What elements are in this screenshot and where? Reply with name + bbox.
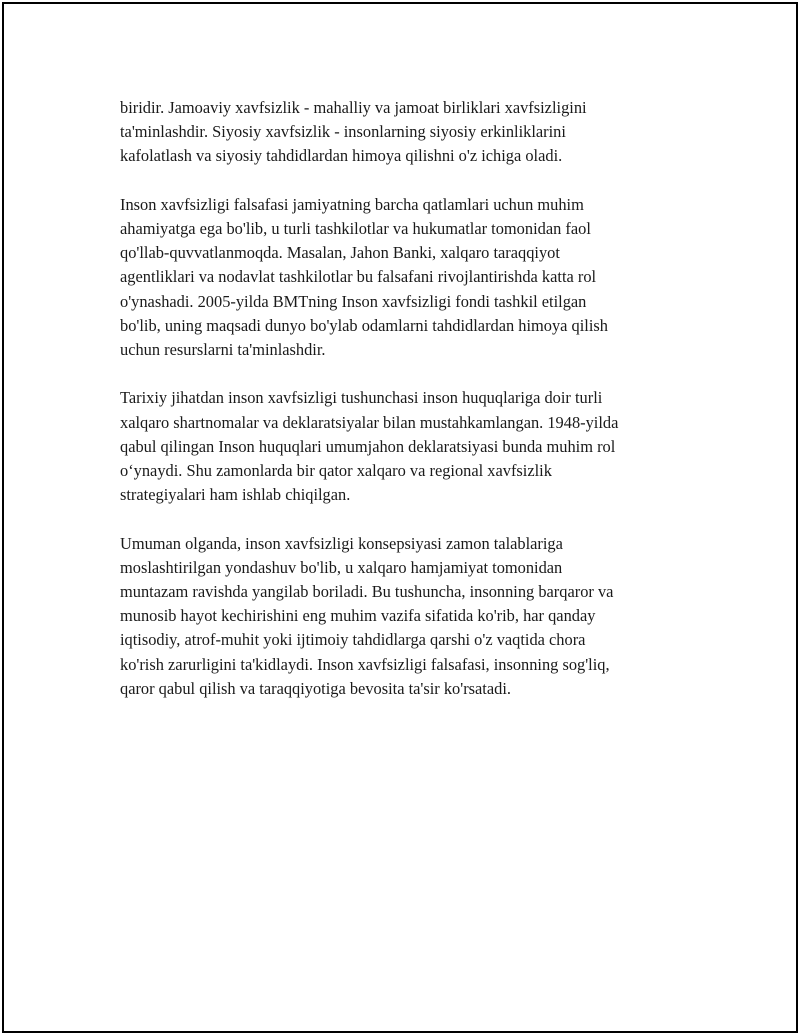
text-line: ta'minlashdir. Siyosiy xavfsizlik - insonlarning siyosiy erkinliklarini	[120, 122, 566, 142]
text-line: Tarixiy jihatdan inson xavfsizligi tushunchasi inson huquqlariga doir turli	[120, 388, 603, 408]
text-line: moslashtirilgan yondashuv bo'lib, u xalqaro hamjamiyat tomonidan	[120, 557, 563, 577]
text-line: kafolatlash va siyosiy tahdidlardan himoya qilishni o'z ichiga oladi.	[120, 146, 563, 166]
text-line: bo'lib, uning maqsadi dunyo bo'ylab odamlarni tahdidlardan himoya qilish	[120, 315, 608, 335]
paragraph-4	[120, 532, 700, 701]
text-line: Inson xavfsizligi falsafasi jamiyatning barcha qatlamlari uchun muhim	[120, 194, 584, 214]
text-line: xalqaro shartnomalar va deklaratsiyalar bilan mustahkamlangan. 1948-yilda	[120, 412, 619, 432]
text-line: strategiyalari ham ishlab chiqilgan.	[120, 485, 351, 505]
text-line: munosib hayot kechirishini eng muhim vazifa sifatida ko'rib, har qanday	[120, 606, 596, 626]
text-line: ahamiyatga ega bo'lib, u turli tashkilotlar va hukumatlar tomonidan faol	[120, 219, 591, 238]
paragraph-1	[120, 96, 700, 169]
text-line: qabul qilingan Inson huquqlari umumjahon deklaratsiyasi bunda muhim rol	[120, 436, 616, 456]
text-line: qo'llab-quvvatlanmoqda. Masalan, Jahon Banki, xalqaro taraqqiyot	[120, 243, 560, 263]
text-line: muntazam ravishda yangilab boriladi. Bu tushuncha, insonning barqaror va	[120, 582, 614, 602]
text-line: o'ynashadi. 2005-yilda BMTning Inson xavfsizligi fondi tashkil etilgan	[120, 291, 587, 311]
text-line: qaror qabul qilish va taraqqiyotiga bevosita ta'sir ko'rsatadi.	[120, 678, 511, 698]
document-body	[120, 96, 700, 725]
text-line: o‘ynaydi. Shu zamonlarda bir qator xalqaro va regional xavfsizlik	[120, 461, 552, 481]
paragraph-2	[120, 193, 700, 362]
text-line: Umuman olganda, inson xavfsizligi konsepsiyasi zamon talablariga	[120, 533, 563, 553]
document-page	[2, 2, 798, 1033]
text-line: agentliklari va nodavlat tashkilotlar bu falsafani rivojlantirishda katta rol	[120, 267, 597, 287]
text-line: iqtisodiy, atrof-muhit yoki ijtimoiy tahdidlarga qarshi o'z vaqtida chora	[120, 630, 586, 650]
text-line: ko'rish zarurligini ta'kidlaydi. Inson xavfsizligi falsafasi, insonning sog'liq,	[120, 654, 610, 674]
text-line: uchun resurslarni ta'minlashdir.	[120, 340, 326, 360]
text-line: biridir. Jamoaviy xavfsizlik - mahalliy va jamoat birliklari xavfsizligini	[120, 98, 587, 117]
paragraph-3	[120, 386, 700, 507]
